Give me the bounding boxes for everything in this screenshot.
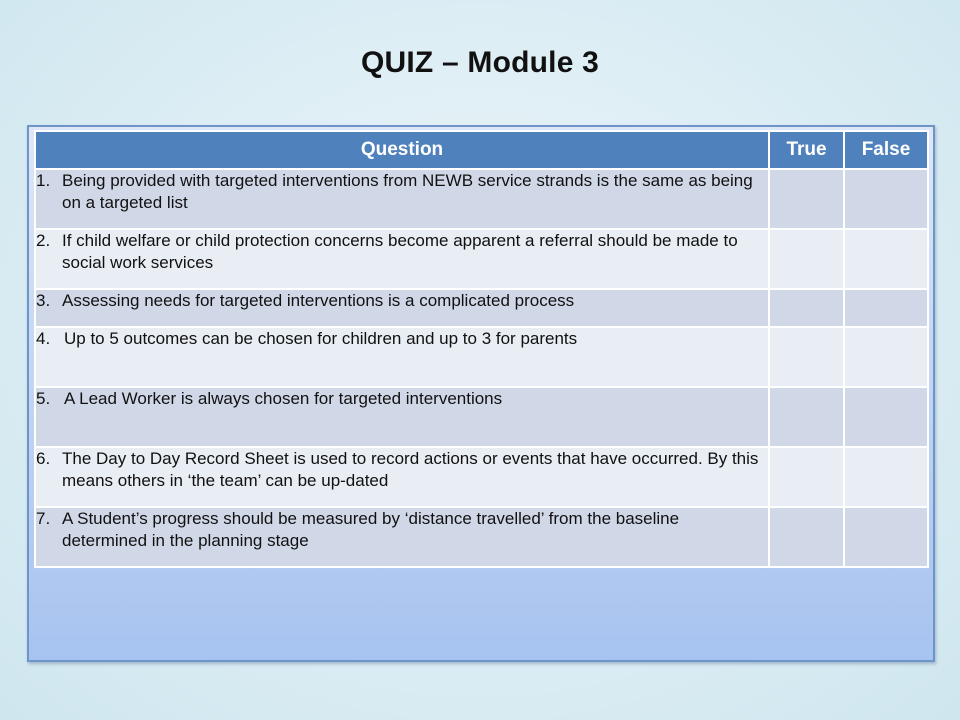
question-number: 1. <box>36 171 51 190</box>
table-row <box>35 387 928 447</box>
question-cell <box>35 289 769 327</box>
table-row <box>35 327 928 387</box>
question-cell <box>35 507 769 567</box>
true-answer-cell[interactable] <box>769 289 844 327</box>
question-text: If child welfare or child protection concerns become apparent a referral should be made to social work services <box>62 231 738 272</box>
false-answer-cell[interactable] <box>844 507 928 567</box>
question-text: A Student’s progress should be measured by ‘distance travelled’ from the baseline determined in the planning stage <box>62 509 680 550</box>
question-number: 2. <box>36 231 51 250</box>
table-row <box>35 289 928 327</box>
true-answer-cell[interactable] <box>769 507 844 567</box>
true-answer-cell[interactable] <box>769 387 844 447</box>
question-number: 4. <box>36 329 51 348</box>
quiz-table <box>34 130 929 568</box>
question-number: 3. <box>36 291 51 310</box>
question-cell <box>35 169 769 229</box>
question-number: 6. <box>36 449 51 468</box>
false-answer-cell[interactable] <box>844 169 928 229</box>
question-text: Up to 5 outcomes can be chosen for children and up to 3 for parents <box>64 329 578 348</box>
true-answer-cell[interactable] <box>769 169 844 229</box>
question-text: The Day to Day Record Sheet is used to record actions or events that have occurred. By this means others in ‘the team’ can be up-dated <box>62 449 759 490</box>
table-row <box>35 169 928 229</box>
question-cell <box>35 327 769 387</box>
question-column-header: Question <box>35 131 769 169</box>
false-answer-cell[interactable] <box>844 447 928 507</box>
true-column-header: True <box>769 131 844 169</box>
table-row <box>35 229 928 289</box>
question-text: Assessing needs for targeted interventions is a complicated process <box>62 291 575 310</box>
question-cell <box>35 229 769 289</box>
question-text: Being provided with targeted interventions from NEWB service strands is the same as being on a targeted list <box>62 171 753 212</box>
true-answer-cell[interactable] <box>769 447 844 507</box>
question-text: A Lead Worker is always chosen for targeted interventions <box>64 389 503 408</box>
false-answer-cell[interactable] <box>844 387 928 447</box>
false-column-header: False <box>844 131 928 169</box>
false-answer-cell[interactable] <box>844 327 928 387</box>
question-cell <box>35 387 769 447</box>
question-number: 5. <box>36 389 51 408</box>
true-answer-cell[interactable] <box>769 229 844 289</box>
page-title: QUIZ – Module 3 <box>360 46 600 79</box>
question-number: 7. <box>36 509 51 528</box>
false-answer-cell[interactable] <box>844 229 928 289</box>
question-cell <box>35 447 769 507</box>
table-row <box>35 447 928 507</box>
table-header-row <box>35 131 928 169</box>
true-answer-cell[interactable] <box>769 327 844 387</box>
table-row <box>35 507 928 567</box>
false-answer-cell[interactable] <box>844 289 928 327</box>
